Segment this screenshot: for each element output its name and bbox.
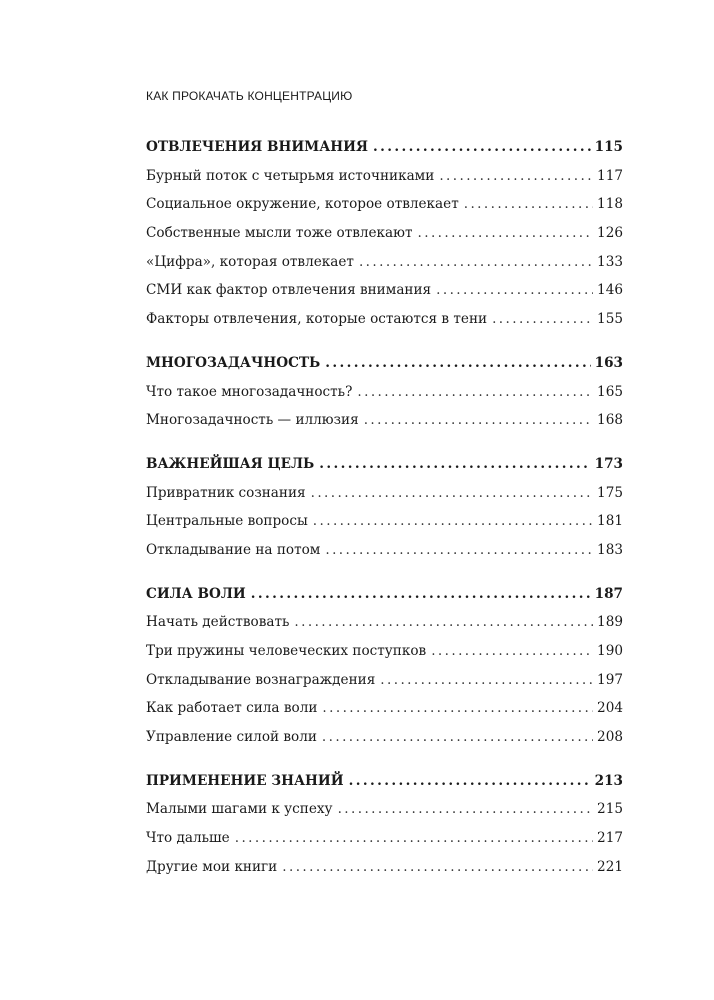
page-number: 117 [597, 167, 623, 184]
toc-chapter-row[interactable] [146, 767, 623, 796]
page-number: 181 [597, 513, 623, 530]
toc-section [146, 767, 623, 882]
page-number: 189 [597, 614, 623, 631]
entry-title: Как работает сила воли [146, 700, 318, 717]
toc-section [146, 450, 623, 565]
toc-entry-row[interactable] [146, 276, 623, 305]
entry-title: Откладывание вознаграждения [146, 671, 376, 688]
dot-leader [431, 637, 593, 666]
dot-leader [364, 406, 593, 435]
page-number: 221 [597, 858, 623, 875]
dot-leader [359, 248, 593, 277]
page-number: 155 [597, 311, 623, 328]
entry-title: Собственные мысли тоже отвлекают [146, 225, 413, 242]
toc-entry-row[interactable] [146, 406, 623, 435]
entry-title: Социальное окружение, которое отвлекает [146, 196, 459, 213]
dot-leader [325, 349, 590, 378]
dot-leader [325, 536, 593, 565]
page-number: 115 [594, 139, 623, 155]
toc-section [146, 133, 623, 334]
dot-leader [319, 450, 590, 479]
page-number: 118 [597, 196, 623, 213]
entry-title: Что дальше [146, 830, 230, 847]
entry-title: Привратник сознания [146, 484, 306, 501]
entry-title: Многозадачность — иллюзия [146, 412, 359, 429]
entry-title: Другие мои книги [146, 858, 278, 875]
dot-leader [357, 378, 593, 407]
toc-entry-row[interactable] [146, 608, 623, 637]
toc-section [146, 349, 623, 435]
dot-leader [322, 723, 593, 752]
page-number: 175 [597, 484, 623, 501]
chapter-title: ПРИМЕНЕНИЕ ЗНАНИЙ [146, 772, 344, 789]
entry-title: Три пружины человеческих поступков [146, 643, 427, 659]
page-number: 190 [597, 643, 623, 659]
entry-title: Бурный поток с четырьмя источниками [146, 167, 435, 184]
chapter-title: СИЛА ВОЛИ [146, 585, 246, 602]
chapter-title: ОТВЛЕЧЕНИЯ ВНИМАНИЯ [146, 139, 368, 155]
dot-leader [338, 795, 593, 824]
page-number: 173 [594, 455, 623, 472]
page-number: 146 [597, 282, 623, 299]
entry-title: Центральные вопросы [146, 513, 308, 530]
toc-entry-row[interactable] [146, 666, 623, 695]
dot-leader [311, 479, 593, 508]
dot-leader [418, 219, 594, 248]
toc-entry-row[interactable] [146, 305, 623, 334]
entry-title: Факторы отвлечения, которые остаются в тени [146, 311, 488, 328]
toc-entry-row[interactable] [146, 824, 623, 853]
page-number: 168 [597, 412, 623, 429]
dot-leader [436, 276, 593, 305]
entry-title: Управление силой воли [146, 729, 317, 746]
toc-chapter-row[interactable] [146, 580, 623, 609]
chapter-title: ВАЖНЕЙШАЯ ЦЕЛЬ [146, 455, 315, 472]
dot-leader [313, 507, 593, 536]
dot-leader [294, 608, 593, 637]
dot-leader [439, 162, 593, 191]
entry-title: Откладывание на потом [146, 541, 321, 558]
table-of-contents [146, 133, 623, 882]
toc-chapter-row[interactable] [146, 450, 623, 479]
toc-section [146, 580, 623, 752]
dot-leader [235, 824, 593, 853]
page-number: 183 [597, 541, 623, 558]
toc-entry-row[interactable] [146, 248, 623, 277]
chapter-title: МНОГОЗАДАЧНОСТЬ [146, 354, 321, 371]
toc-entry-row[interactable] [146, 479, 623, 508]
toc-entry-row[interactable] [146, 507, 623, 536]
dot-leader [373, 133, 591, 162]
entry-title: «Цифра», которая отвлекает [146, 253, 354, 270]
dot-leader [492, 305, 593, 334]
entry-title: Начать действовать [146, 614, 290, 631]
toc-entry-row[interactable] [146, 694, 623, 723]
toc-entry-row[interactable] [146, 723, 623, 752]
dot-leader [464, 190, 593, 219]
toc-chapter-row[interactable] [146, 349, 623, 378]
dot-leader [322, 694, 593, 723]
toc-entry-row[interactable] [146, 219, 623, 248]
toc-entry-row[interactable] [146, 190, 623, 219]
dot-leader [349, 767, 591, 796]
page-number: 197 [597, 671, 623, 688]
page-number: 215 [597, 801, 623, 818]
running-head: КАК ПРОКАЧАТЬ КОНЦЕНТРАЦИЮ [146, 89, 353, 103]
page-number: 213 [594, 772, 623, 789]
entry-title: СМИ как фактор отвлечения внимания [146, 282, 432, 299]
dot-leader [380, 666, 593, 695]
page-number: 126 [597, 225, 623, 242]
page-number: 163 [594, 354, 623, 371]
toc-entry-row[interactable] [146, 853, 623, 882]
dot-leader [282, 853, 593, 882]
page-number: 165 [597, 383, 623, 400]
page-number: 204 [597, 700, 623, 717]
toc-entry-row[interactable] [146, 795, 623, 824]
toc-entry-row[interactable] [146, 536, 623, 565]
toc-chapter-row[interactable] [146, 133, 623, 162]
page-number: 208 [597, 729, 623, 746]
page-number: 133 [597, 253, 623, 270]
entry-title: Малыми шагами к успеху [146, 801, 333, 818]
toc-entry-row[interactable] [146, 637, 623, 666]
toc-entry-row[interactable] [146, 378, 623, 407]
toc-entry-row[interactable] [146, 162, 623, 191]
entry-title: Что такое многозадачность? [146, 383, 353, 400]
page-number: 187 [594, 585, 623, 602]
dot-leader [251, 580, 591, 609]
page-number: 217 [597, 830, 623, 847]
